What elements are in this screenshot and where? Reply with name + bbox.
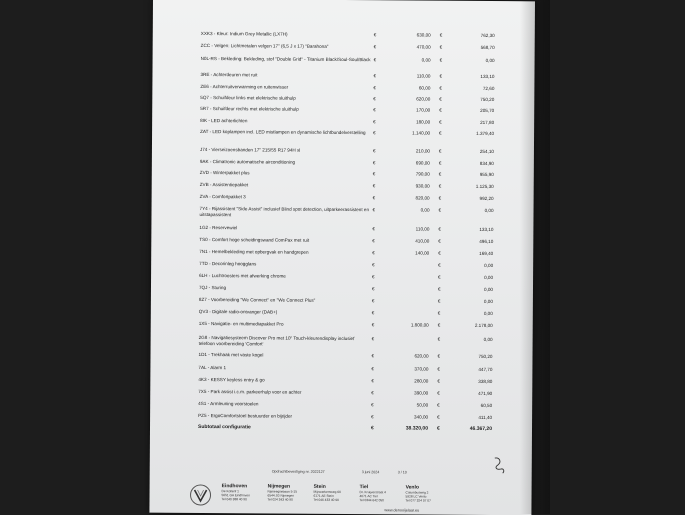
line-item-desc: N0L-RS - Bekleding: Bekleding, stof "Double Grid" - Titanium Black/Soul-Soul/Black xyxy=(201,56,371,63)
line-item-desc: ZVB - Assistentiepakket xyxy=(200,182,370,189)
line-item-desc: TS0 - Comfort hoge scheidingswand ComPax met ruit xyxy=(199,237,369,244)
line-item-val1: 930,00 xyxy=(390,183,430,189)
line-item-cur1: € xyxy=(373,119,376,125)
office-address-line: Tel 040 388 40 90 xyxy=(221,497,249,501)
line-item-cur2: € xyxy=(439,172,442,178)
line-item-val2: 955,90 xyxy=(452,172,494,178)
line-item xyxy=(150,377,532,380)
line-item xyxy=(152,159,534,162)
office-4 xyxy=(405,485,430,502)
line-item-val2: 0,00 xyxy=(453,58,495,64)
line-item-cur2: € xyxy=(439,161,442,167)
line-item xyxy=(152,206,534,209)
line-item-cur1: € xyxy=(374,57,377,63)
line-item-val2: 1.125,30 xyxy=(452,184,494,190)
line-item-desc: 1G2 - Reservewiel xyxy=(199,225,369,232)
line-item-desc: ZAT - LED koplampen incl. LED mistlampen en dynamische lichtbundelverstelling xyxy=(200,129,370,136)
line-item-desc: 7QJ - Sturing xyxy=(199,285,369,292)
line-item-cur2: € xyxy=(439,86,442,92)
line-item xyxy=(151,249,533,252)
line-item-desc: 1X5 - Navigatie- en multimediapakket Pro xyxy=(199,321,369,328)
line-item-desc: ZCC - Velgen: Lichtmetalen velgen 17" (6,5 J x 17) "Barahona" xyxy=(201,43,371,50)
office-address-line: Tel 024 343 40 90 xyxy=(267,497,296,501)
line-item xyxy=(150,389,532,392)
line-item-desc: 8IK - LED achterlichten xyxy=(200,118,370,125)
office-3 xyxy=(359,485,386,502)
line-item-val1: 340,00 xyxy=(388,414,428,420)
office-name: Tiel xyxy=(360,485,386,489)
line-item-cur2: € xyxy=(438,239,441,245)
line-item xyxy=(151,285,533,288)
line-item-desc: 7TD - Decorinleg hoogglans xyxy=(199,261,369,268)
line-item-cur1: € xyxy=(372,336,375,342)
line-item-val1: 60,00 xyxy=(390,85,430,91)
line-item-cur1: € xyxy=(372,262,375,268)
line-item-val2: 254,10 xyxy=(452,149,494,155)
line-item-cur1: € xyxy=(372,322,375,328)
line-item xyxy=(152,194,534,197)
line-item-desc: ZVD - Winterpakket plus xyxy=(200,170,370,177)
document-meta xyxy=(150,469,532,472)
office-address-line: Nijmeegsebaan 5-15 xyxy=(268,489,297,493)
office-address-line: 5928 LC Venlo xyxy=(406,494,431,498)
line-item xyxy=(150,365,532,368)
line-item-val1: 1.800,00 xyxy=(389,322,429,328)
line-item-cur2: € xyxy=(438,275,441,281)
line-item-val2: 133,10 xyxy=(452,74,494,80)
line-items xyxy=(153,0,535,1)
line-item-desc: 1D1 - Trekhaak met vaste kogel xyxy=(199,352,369,359)
line-item-val2: 169,40 xyxy=(451,251,493,257)
line-item xyxy=(153,31,535,34)
line-item-val2: 568,70 xyxy=(453,45,495,51)
line-item-desc: 8Z7 - Voorbereiding "We Connect" en "We Connect Plus" xyxy=(199,297,369,304)
line-item-val1: 180,00 xyxy=(390,119,430,125)
line-item-desc: QV3 - Digitale radio-ontvanger (DAB+) xyxy=(199,309,369,316)
line-item-cur1: € xyxy=(373,195,376,201)
line-item-cur2: € xyxy=(438,299,441,305)
line-item-desc: 7AL - Alarm 1 xyxy=(198,365,368,372)
office-2 xyxy=(313,485,340,502)
line-item-cur2: € xyxy=(438,251,441,257)
line-item-cur1: € xyxy=(372,286,375,292)
company-website: www.denooijelaar.eu xyxy=(384,508,419,512)
line-item-cur1: € xyxy=(371,414,374,420)
subtotal-row xyxy=(150,425,532,428)
line-item-val2: 133,10 xyxy=(451,227,493,233)
line-item xyxy=(151,225,533,228)
line-item xyxy=(152,147,534,150)
line-item xyxy=(150,401,532,404)
office-address-line: Mijnwerkersweg 60 xyxy=(314,490,341,494)
line-item-val2: 750,20 xyxy=(450,354,492,360)
office-address-line: Tel 046 433 40 90 xyxy=(313,498,340,502)
line-item-val2: 60,50 xyxy=(450,403,492,409)
line-item-cur2: € xyxy=(439,184,442,190)
subtotal-cur1: € xyxy=(371,426,374,432)
line-item-cur1: € xyxy=(371,378,374,384)
office-name: Eindhoven xyxy=(222,484,250,488)
line-item xyxy=(151,309,533,312)
line-item-val1: 470,00 xyxy=(391,44,431,50)
line-item-val1: 390,00 xyxy=(388,390,428,396)
line-item-val2: 0,00 xyxy=(451,263,493,269)
subtotal-val2: 46.367,20 xyxy=(450,427,492,433)
office-address-line: De Kollenf 1 xyxy=(222,489,250,493)
line-item-val1: 110,00 xyxy=(390,73,430,79)
office-address-line: 6544 JG Nijmegen xyxy=(268,493,297,497)
line-item-desc: 9AK - Climatronic automatische airconditioning xyxy=(200,159,370,166)
line-item xyxy=(152,106,534,109)
line-item-desc: PZ5 - ErgoComfortstoel bestuurder en bijrijder xyxy=(198,413,368,420)
line-item-val2: 338,80 xyxy=(450,379,492,385)
line-item-val1: 50,00 xyxy=(388,402,428,408)
company-footer xyxy=(149,480,531,515)
subtotal-cur2: € xyxy=(437,427,440,433)
line-item-cur2: € xyxy=(438,323,441,329)
line-item-desc: 5Q7 - Schuifdeur links met elektrische sluithulp xyxy=(200,95,370,102)
office-address-line: Dr. Kruijverstraat 4 xyxy=(360,490,386,494)
office-address-line: 5651 GA Eindhoven xyxy=(222,493,250,497)
line-item-cur1: € xyxy=(371,353,374,359)
line-item-val1: 210,00 xyxy=(390,148,430,154)
line-item-val2: 411,40 xyxy=(450,415,492,421)
line-item-cur1: € xyxy=(373,85,376,91)
line-item xyxy=(152,95,534,98)
line-item-cur1: € xyxy=(373,171,376,177)
subtotal-val1: 38.320,00 xyxy=(388,426,428,432)
line-item-cur1: € xyxy=(373,160,376,166)
line-item-desc: 4S1 - Armleuning voorstoelen xyxy=(198,401,368,408)
line-item-cur2: € xyxy=(439,97,442,103)
office-name: Venlo xyxy=(406,485,431,489)
line-item-desc: 7N1 - Hemelbekleding met opbergvak en handgrepen xyxy=(199,249,369,256)
line-item xyxy=(150,413,532,416)
line-item xyxy=(151,335,533,338)
line-item xyxy=(151,237,533,240)
line-item-cur2: € xyxy=(439,120,442,126)
line-item-cur2: € xyxy=(437,379,440,385)
line-item-cur2: € xyxy=(440,33,443,39)
line-item xyxy=(151,297,533,300)
office-address-line: 6171 AE Stein xyxy=(314,494,341,498)
office-1 xyxy=(267,484,297,501)
line-item-desc: 3RE - Achterdeuren met ruit xyxy=(200,72,370,79)
line-item-cur1: € xyxy=(373,73,376,79)
line-item-cur1: € xyxy=(373,130,376,136)
line-item-val1: 370,00 xyxy=(388,366,428,372)
line-item-val2: 1.379,40 xyxy=(452,131,494,137)
line-item-val1: 0,00 xyxy=(391,57,431,63)
office-name: Nijmegen xyxy=(268,484,297,488)
line-item-cur2: € xyxy=(439,131,442,137)
document-date: 3 juni 2024 xyxy=(362,470,380,474)
page-number: 3 / 10 xyxy=(398,470,407,474)
line-item-val2: 992,20 xyxy=(452,196,494,202)
line-item-cur1: € xyxy=(373,96,376,102)
line-item-cur2: € xyxy=(437,415,440,421)
line-item-val1: 280,00 xyxy=(388,378,428,384)
line-item-val2: 0,00 xyxy=(452,208,494,214)
line-item-val1: 620,00 xyxy=(388,353,428,359)
line-item-val2: 0,00 xyxy=(451,287,493,293)
line-item-cur1: € xyxy=(373,107,376,113)
paper-shadow xyxy=(520,0,550,514)
line-item-cur2: € xyxy=(437,391,440,397)
line-item xyxy=(151,273,533,276)
line-item-cur1: € xyxy=(372,298,375,304)
line-item-cur1: € xyxy=(374,44,377,50)
line-item-cur1: € xyxy=(372,226,375,232)
line-item-cur2: € xyxy=(437,354,440,360)
line-item-cur1: € xyxy=(372,238,375,244)
line-item-desc: 7Y4 - Rijassistent "Side Assist" inclusief Blind spot detection, uitparkeerassistent en uitstapassistent xyxy=(199,206,369,218)
order-reference: Opdrachtbevestiging nr. 2022127 xyxy=(272,470,325,474)
subtotal-desc: Subtotaal configuratie xyxy=(198,425,368,432)
line-item-cur1: € xyxy=(373,183,376,189)
line-item-val2: 762,30 xyxy=(453,33,495,39)
line-item-cur1: € xyxy=(374,32,377,38)
line-item-cur2: € xyxy=(437,403,440,409)
line-item-val1: 170,00 xyxy=(390,107,430,113)
office-address-line: 4071 AC Tiel xyxy=(360,494,386,498)
line-item-desc: 6LH - Luchtroosters met afwerking chrome xyxy=(199,273,369,280)
line-item-desc: 2G8 - Navigatiesysteem Discover Pro met 10" Touch-kleurendisplay inclusief telefoon voorbereiding 'Comfort' xyxy=(199,335,369,347)
line-item xyxy=(152,84,534,87)
line-item-val1: 0,00 xyxy=(390,207,430,213)
line-item-val2: 0,00 xyxy=(451,311,493,317)
line-item xyxy=(151,261,533,264)
line-item-val2: 72,60 xyxy=(452,86,494,92)
line-item-val2: 496,10 xyxy=(451,239,493,245)
line-item-cur1: € xyxy=(373,207,376,213)
office-address-line: Tel 077 324 07 07 xyxy=(405,498,430,502)
line-item-cur1: € xyxy=(371,390,374,396)
office-address-line: Tel 0344 642 050 xyxy=(359,498,385,502)
line-item-val2: 217,80 xyxy=(452,120,494,126)
line-item-val2: 0,00 xyxy=(451,337,493,343)
line-item-val1: 820,00 xyxy=(390,195,430,201)
office-address-line: Columbusweg 2 xyxy=(406,490,431,494)
line-item-val1: 110,00 xyxy=(389,226,429,232)
line-item-val1: 140,00 xyxy=(389,250,429,256)
line-item-cur1: € xyxy=(372,274,375,280)
line-item-cur2: € xyxy=(439,208,442,214)
line-item-val2: 471,90 xyxy=(450,391,492,397)
line-item xyxy=(153,56,535,59)
line-item-val2: 205,70 xyxy=(452,108,494,114)
line-item-cur2: € xyxy=(439,149,442,155)
line-item-cur1: € xyxy=(372,310,375,316)
line-item-val2: 447,70 xyxy=(450,367,492,373)
line-item-cur2: € xyxy=(440,45,443,51)
line-item-desc: J74 - Vierseizoensbanden 17" 215/55 R17 94H xl xyxy=(200,147,370,154)
line-item-cur2: € xyxy=(437,367,440,373)
line-item-cur2: € xyxy=(438,287,441,293)
line-item-cur2: € xyxy=(439,108,442,114)
line-item xyxy=(151,352,533,355)
line-item xyxy=(152,182,534,185)
line-item-cur2: € xyxy=(439,196,442,202)
line-item-cur1: € xyxy=(372,250,375,256)
line-item-desc: 7X5 - Park assist i.c.m. parkeerhulp voor en achter xyxy=(198,389,368,396)
line-item xyxy=(152,129,534,132)
line-item-cur2: € xyxy=(438,263,441,269)
line-item-cur2: € xyxy=(438,337,441,343)
line-item xyxy=(152,72,534,75)
line-item-cur2: € xyxy=(438,311,441,317)
line-item-val1: 630,00 xyxy=(391,32,431,38)
line-item-val1: 690,00 xyxy=(390,160,430,166)
line-item-cur2: € xyxy=(440,58,443,64)
line-item-cur2: € xyxy=(439,74,442,80)
line-item-val2: 2.178,00 xyxy=(451,323,493,329)
line-item-cur1: € xyxy=(373,148,376,154)
line-item-desc: 5R7 - Schuifdeur rechts met elektrische sluithulp xyxy=(200,106,370,113)
line-item-val2: 0,00 xyxy=(451,299,493,305)
line-item-desc: XXK3 - Kleur: Indium Grey Metallic (LX7H) xyxy=(201,31,371,38)
line-item-val2: 0,00 xyxy=(451,275,493,281)
document-page xyxy=(149,0,535,515)
line-item-val1: 790,00 xyxy=(390,171,430,177)
line-item-val1: 620,00 xyxy=(390,96,430,102)
line-item xyxy=(153,43,535,46)
line-item-desc: 4K3 - KESSY keyless entry & go xyxy=(198,377,368,384)
line-item-val2: 834,90 xyxy=(452,161,494,167)
line-item-val2: 750,20 xyxy=(452,97,494,103)
line-item-desc: ZE6 - Achterruitverwarming en ruitenwisser xyxy=(200,84,370,91)
office-0 xyxy=(221,484,249,501)
line-item-val1: 1.140,00 xyxy=(390,130,430,136)
line-item xyxy=(151,321,533,324)
line-item-cur2: € xyxy=(438,227,441,233)
line-item xyxy=(152,170,534,173)
line-item-cur1: € xyxy=(371,366,374,372)
handwritten-signature-mark xyxy=(492,456,508,474)
line-item xyxy=(152,118,534,121)
office-name: Stein xyxy=(314,485,341,489)
line-item-cur1: € xyxy=(371,402,374,408)
line-item-desc: ZVA - Comfortpakket 3 xyxy=(200,194,370,201)
company-logo-icon xyxy=(189,484,211,506)
line-item-val1: 410,00 xyxy=(389,238,429,244)
